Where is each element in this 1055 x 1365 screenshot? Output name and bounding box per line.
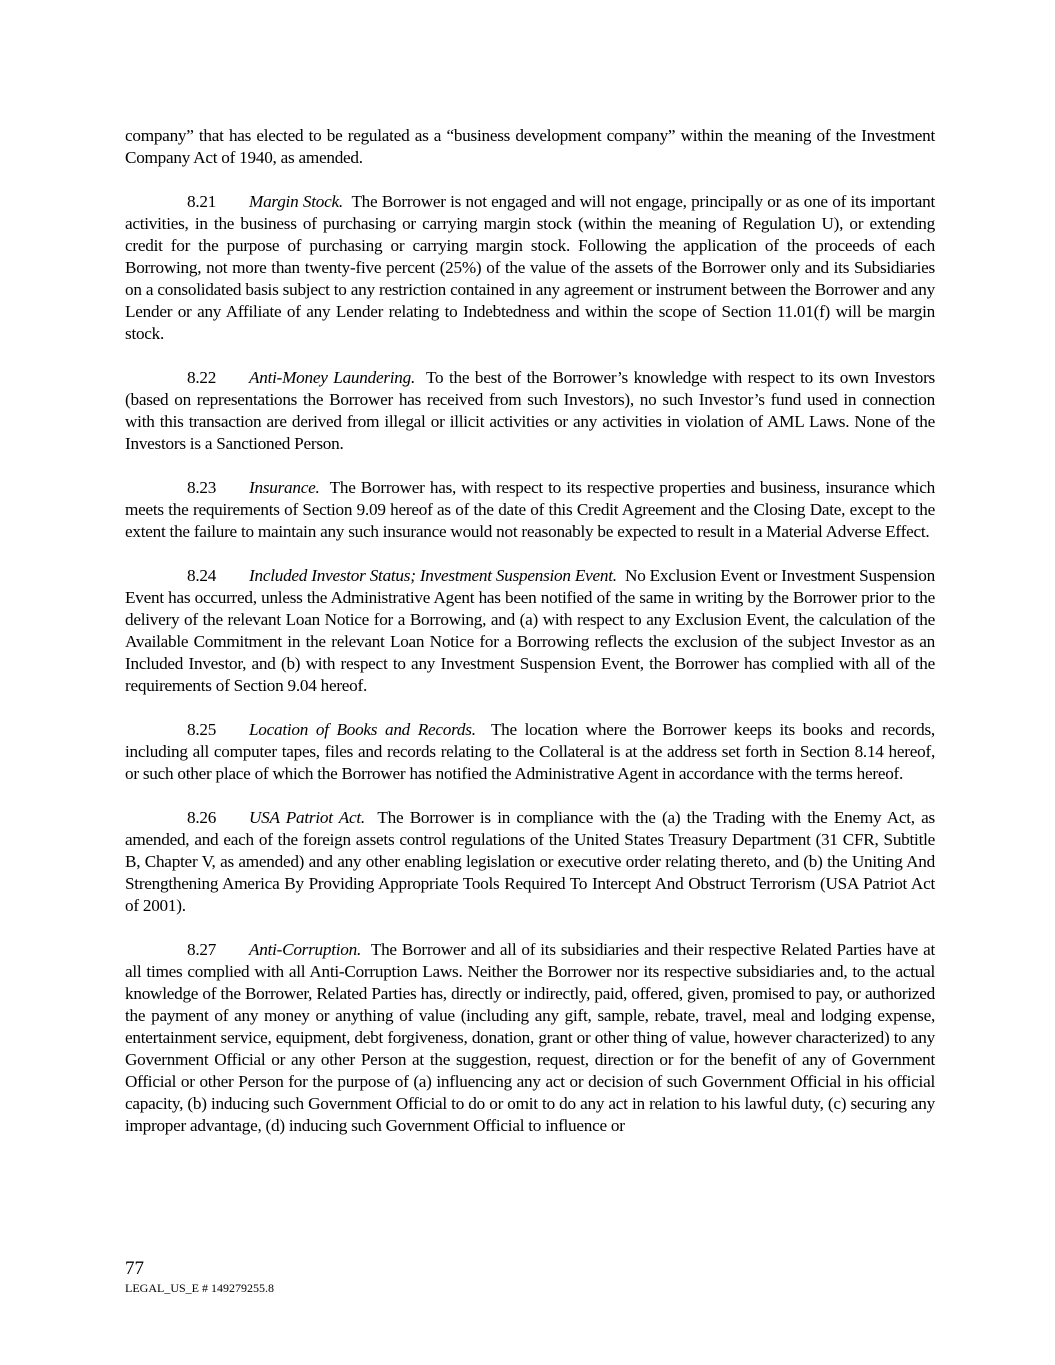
section-text: The Borrower has, with respect to its respective properties and business, insurance which meets the requirements of Section 9.09 hereof as of the date of this Credit Agreement and the Closing Date, except to the extent the failure to maintain any such insurance would not reasonably be expected to result in a Material Adverse Effect. [125, 478, 935, 541]
section-8-21 [125, 191, 935, 345]
section-caption: Margin Stock. [249, 192, 343, 211]
section-text: The Borrower is not engaged and will not engage, principally or as one of its important activities, in the business of purchasing or carrying margin stock (within the meaning of Regulation U), or extending credit for the purpose of purchasing or carrying margin stock. Following the application of the proceeds of each Borrowing, not more than twenty-five percent (25%) of the value of the assets of the Borrower only and its Subsidiaries on a consolidated basis subject to any restriction contained in any agreement or instrument between the Borrower and any Lender or any Affiliate of any Lender relating to Indebtedness and within the scope of Section 11.01(f) will be margin stock. [125, 192, 935, 343]
page-footer [125, 1258, 274, 1296]
section-number: 8.23 [187, 478, 217, 497]
section-8-23 [125, 477, 935, 543]
section-caption: Insurance. [249, 478, 320, 497]
section-text: The Borrower and all of its subsidiaries and their respective Related Parties have at all times complied with all Anti-Corruption Laws. Neither the Borrower nor its respective subsidiaries and, to the actual knowledge of the Borrower, Related Parties has, directly or indirectly, paid, offered, given, promised to pay, or authorized the payment of any money or anything of value (including any gift, sample, rebate, travel, meal and lodging expense, entertainment service, equipment, debt forgiveness, donation, grant or other thing of value, however characterized) to any Government Official or any other Person at the suggestion, request, direction or for the benefit of any of Government Official or other Person for the purpose of (a) influencing any act or decision of such Government Official in his official capacity, (b) inducing such Government Official to do or omit to do any act in relation to his lawful duty, (c) securing any improper advantage, (d) inducing such Government Official to influence or [125, 940, 935, 1135]
section-caption: Included Investor Status; Investment Suspension Event. [249, 566, 617, 585]
section-caption: Anti-Money Laundering. [249, 368, 416, 387]
section-caption: USA Patriot Act. [249, 808, 365, 827]
section-number: 8.26 [187, 808, 217, 827]
section-8-27 [125, 939, 935, 1137]
section-text: The Borrower is in compliance with the (a) the Trading with the Enemy Act, as amended, and each of the foreign assets control regulations of the United States Treasury Department (31 CFR, Subtitle B, Chapter V, as amended) and any other enabling legislation or executive order relating thereto, and (b) the Uniting And Strengthening America By Providing Appropriate Tools Required To Intercept And Obstruct Terrorism (USA Patriot Act of 2001). [125, 808, 935, 915]
document-id: LEGAL_US_E # 149279255.8 [125, 1281, 274, 1295]
section-text: To the best of the Borrower’s knowledge with respect to its own Investors (based on representations the Borrower has received from such Investors), no such Investor’s fund used in connection with this transaction are derived from illegal or illicit activities or any activities in violation of AML Laws. None of the Investors is a Sanctioned Person. [125, 368, 935, 453]
section-caption: Location of Books and Records. [249, 720, 476, 739]
section-number: 8.25 [187, 720, 217, 739]
section-8-25 [125, 719, 935, 785]
section-caption: Anti-Corruption. [249, 940, 362, 959]
section-number: 8.27 [187, 940, 217, 959]
section-8-24 [125, 565, 935, 697]
section-text: No Exclusion Event or Investment Suspension Event has occurred, unless the Administrative Agent has been notified of the same in writing by the Borrower prior to the delivery of the relevant Loan Notice for a Borrowing, and (a) with respect to any Exclusion Event, the calculation of the Available Commitment in the relevant Loan Notice for a Borrowing reflects the exclusion of the subject Investor as an Included Investor, and (b) with respect to any Investment Suspension Event, the Borrower has complied with all of the requirements of Section 9.04 hereof. [125, 566, 935, 695]
section-8-26 [125, 807, 935, 917]
section-text: The location where the Borrower keeps its books and records, including all computer tapes, files and records relating to the Collateral is at the address set forth in Section 8.14 hereof, or such other place of which the Borrower has notified the Administrative Agent in accordance with the terms hereof. [125, 720, 935, 783]
section-number: 8.24 [187, 566, 217, 585]
section-number: 8.21 [187, 192, 217, 211]
continuation-text: company” that has elected to be regulated as a “business development company” within the meaning of the Investment Company Act of 1940, as amended. [125, 126, 935, 167]
continuation-paragraph [125, 125, 935, 169]
section-number: 8.22 [187, 368, 217, 387]
document-body [125, 125, 935, 1159]
section-8-22 [125, 367, 935, 455]
page-number: 77 [125, 1258, 144, 1279]
